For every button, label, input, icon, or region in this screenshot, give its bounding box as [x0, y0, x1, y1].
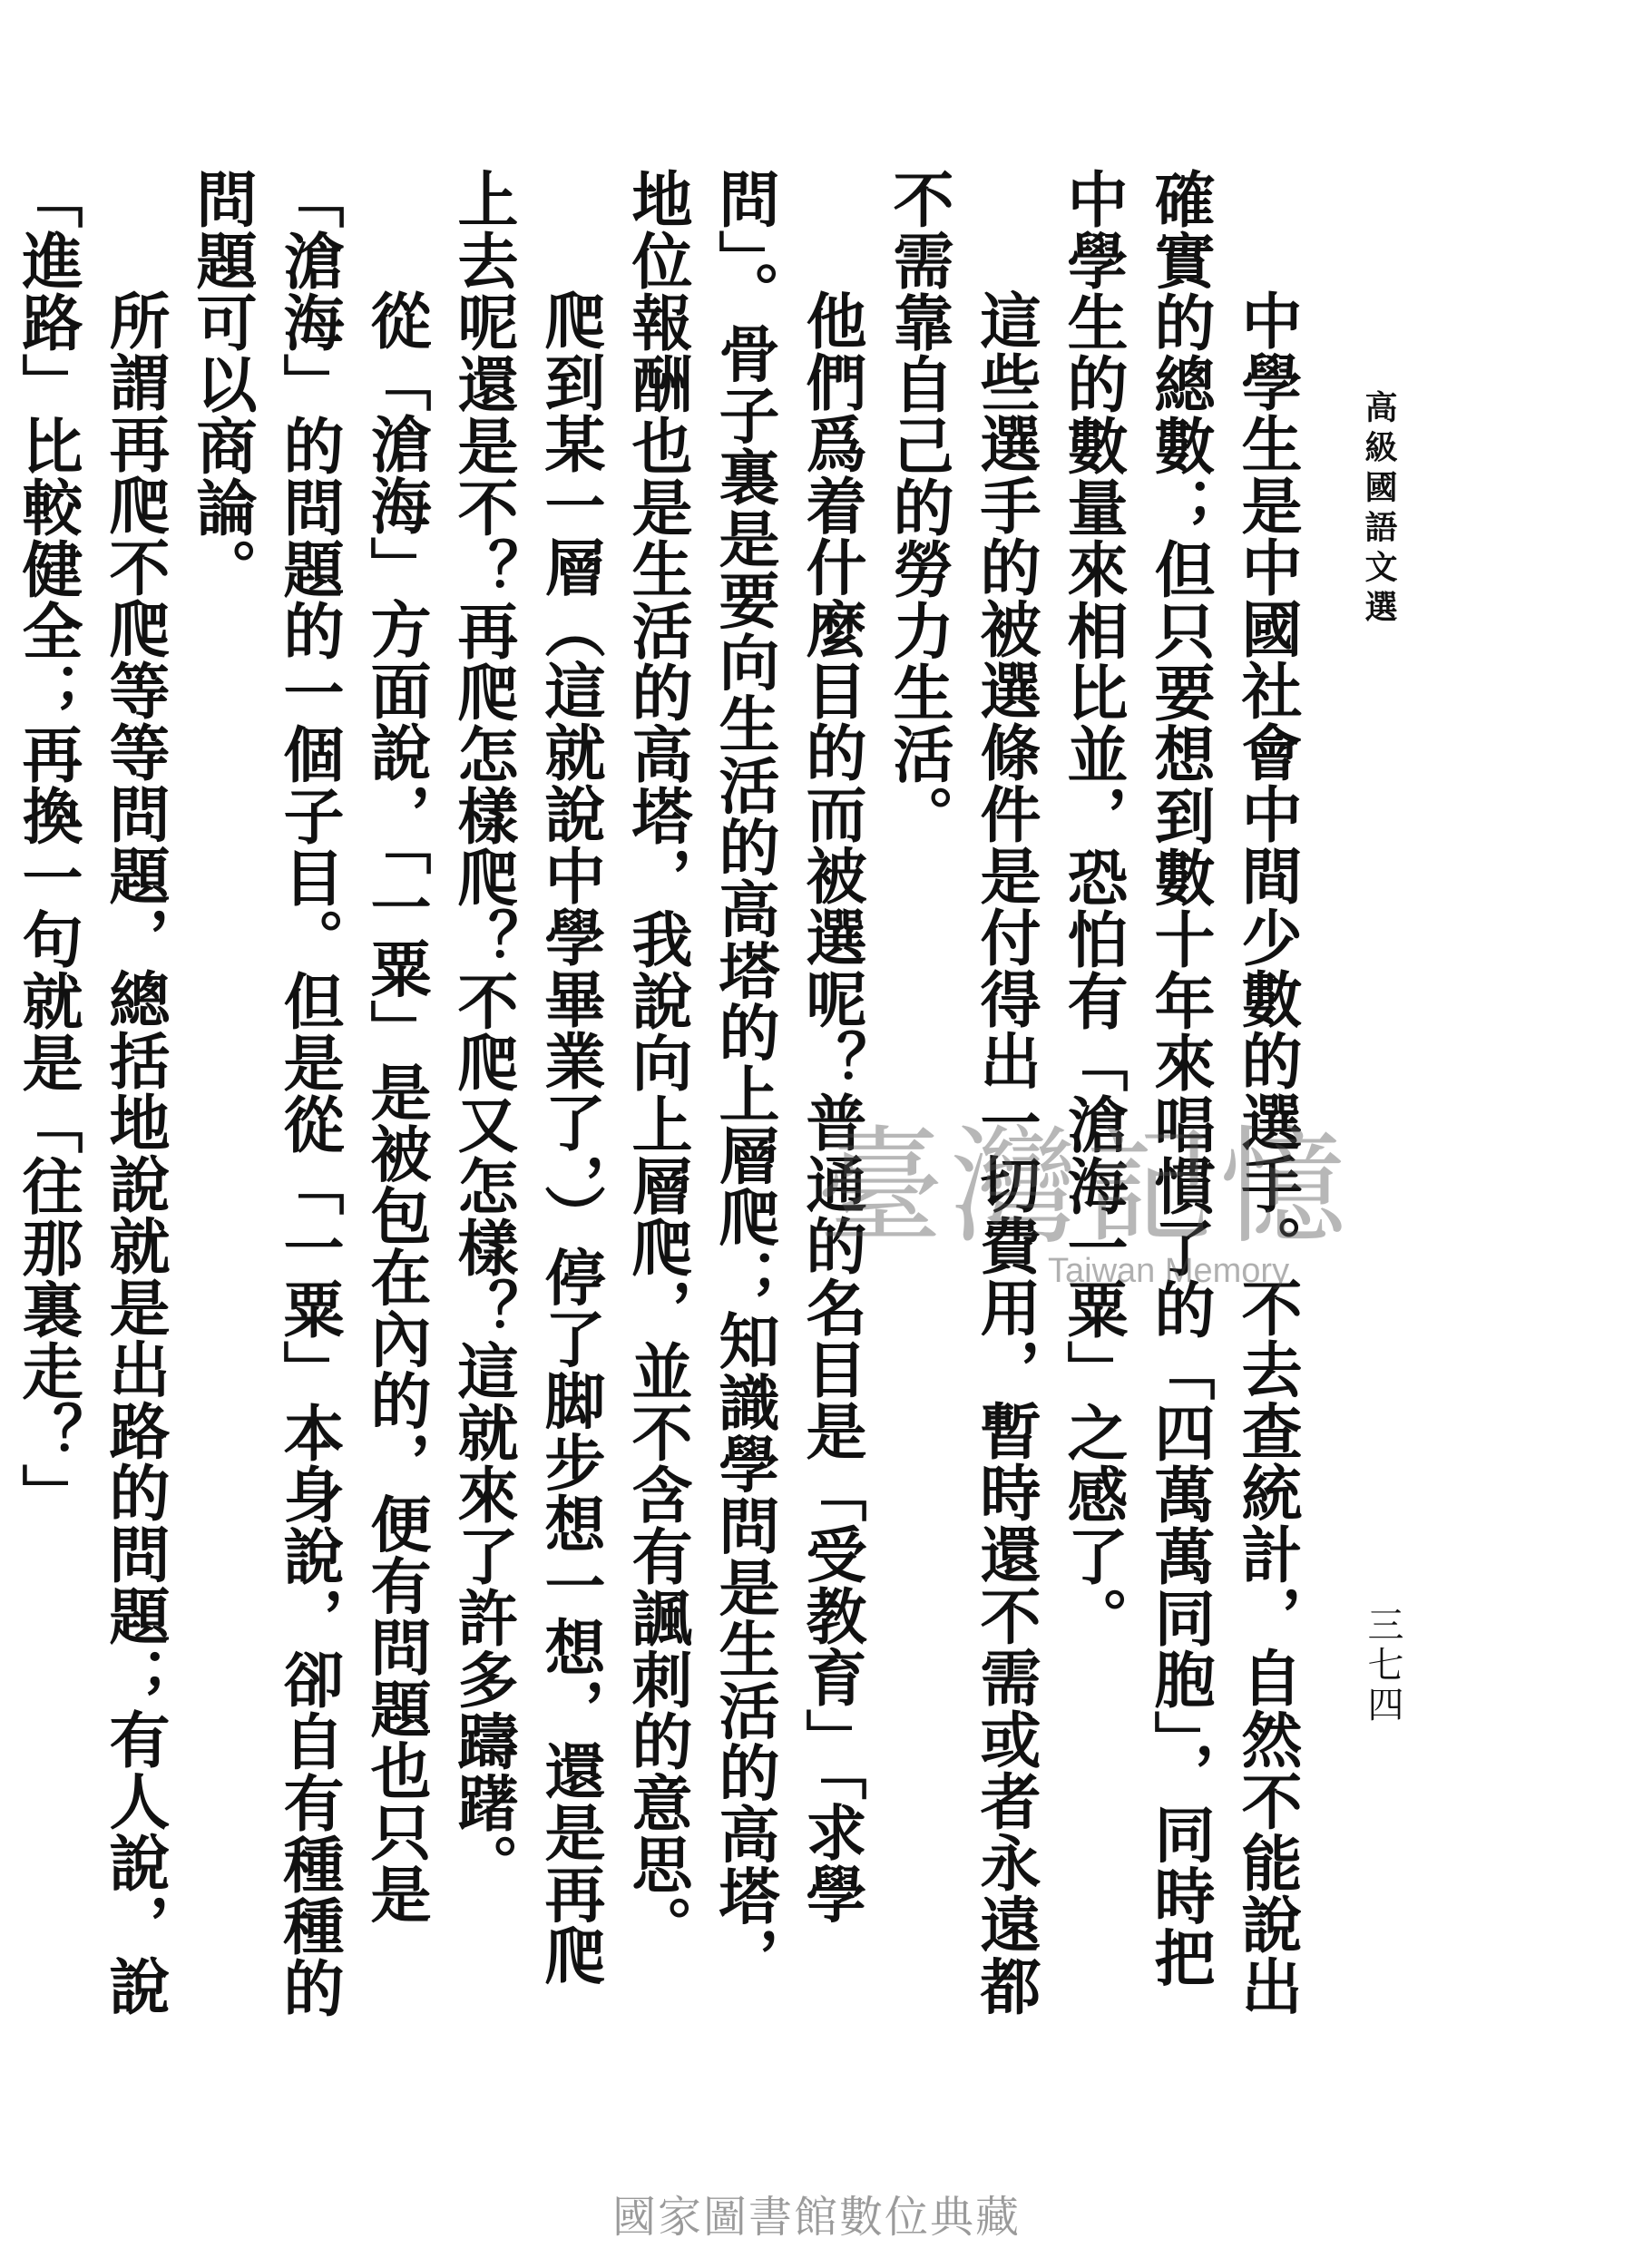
- paragraph: 所謂再爬不爬等等問題，總括地說就是出路的問題；有人說，說「進路」比較健全；再換一句就是「往那裏走？」: [13, 168, 171, 2017]
- watermark-latin-text: Taiwan Memory: [1048, 1252, 1290, 1290]
- archive-credit-footer: 國家圖書館數位典藏: [611, 2192, 1021, 2243]
- watermark-cjk-text: 臺灣記憶: [816, 1114, 1354, 1262]
- paragraph: 這些選手的被選條件是付得出一切費用，暫時還不需或者永遠都不需靠自己的勞力生活。: [884, 168, 1042, 2017]
- paragraph: 中學生是中國社會中間少數的選手。不去查統計，自然不能說出確實的總數；但只要想到數十年來唱慣了的「四萬萬同胞」，同時把中學生的數量來相比並，恐怕有「滄海一粟」之感了。: [1058, 168, 1304, 2017]
- body-text-block: [13, 168, 1311, 2019]
- paragraph: 他們爲着什麼目的而被選呢？普通的名目是「受教育」「求學問」。骨子裏是要向生活的高塔的上層爬；知識學問是生活的高塔，地位報酬也是生活的高塔，我說向上層爬，並不含有諷刺的意思。: [622, 168, 868, 1989]
- paragraph: 從「滄海」方面說，「一粟」是被包在內的，便有問題也只是「滄海」的問題的一個子目。但是從「一粟」本身說，卻自有種種的問題可以商論。: [187, 168, 433, 2019]
- taiwan-memory-watermark: [816, 1114, 1354, 1306]
- running-header-book-title: 高級國語文選: [1360, 390, 1398, 630]
- paragraph: 爬到某一層（這就說中學畢業了，）停了脚步想一想，還是再爬上去呢還是不？再爬怎樣爬？不爬又怎樣？這就來了許多躊躇。: [448, 168, 607, 1987]
- page-number: 三七四: [1362, 1606, 1403, 1725]
